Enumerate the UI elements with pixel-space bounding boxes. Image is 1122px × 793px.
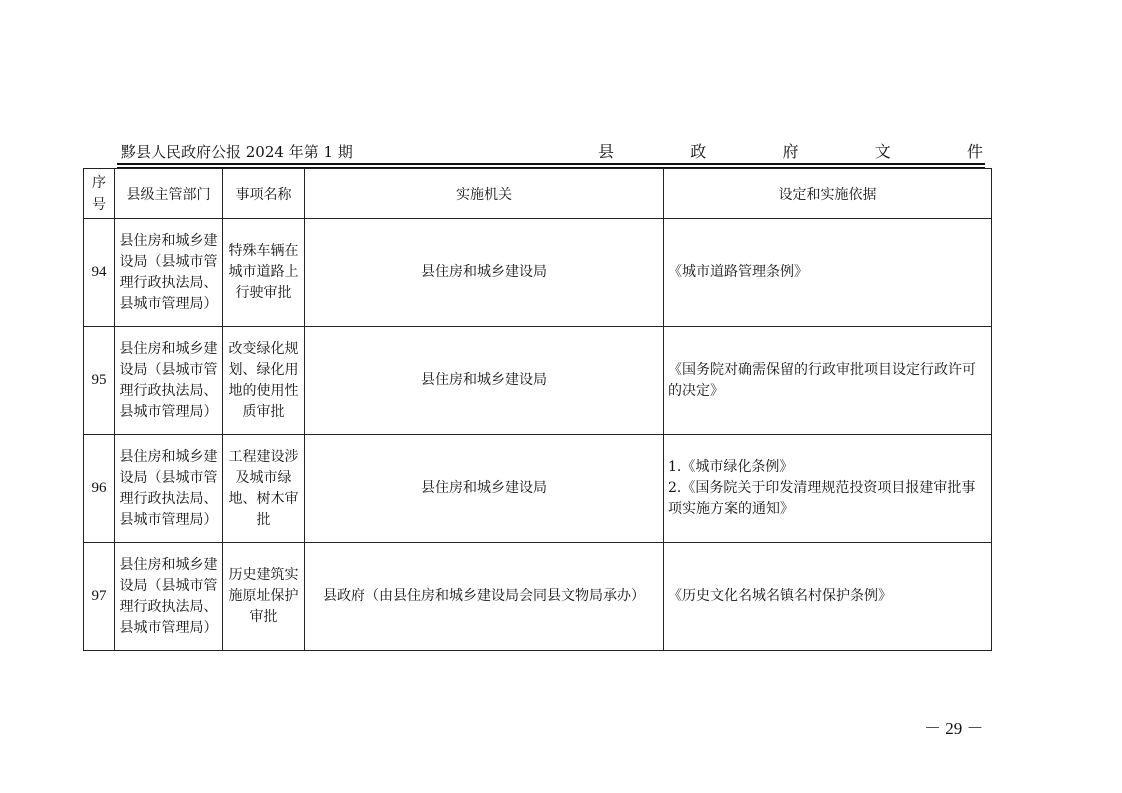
table-row [84, 543, 992, 651]
page-header [117, 140, 985, 164]
col-header-agency: 实施机关 [305, 169, 664, 219]
row-dept: 县住房和城乡建设局（县城市管理行政执法局、县城市管理局） [115, 327, 223, 435]
row-number: 94 [84, 219, 115, 327]
section-char: 县 [598, 142, 615, 161]
publication-title: 黟县人民政府公报 2024 年第 1 期 [121, 143, 353, 161]
row-basis [664, 543, 992, 651]
row-agency: 县政府（由县住房和城乡建设局会同县文物局承办） [305, 543, 664, 651]
row-number: 95 [84, 327, 115, 435]
basis-line: 《国务院对确需保留的行政审批项目设定行政许可的决定》 [668, 361, 976, 399]
row-dept: 县住房和城乡建设局（县城市管理行政执法局、县城市管理局） [115, 435, 223, 543]
row-basis [664, 219, 992, 327]
col-header-dept: 县级主管部门 [115, 169, 223, 219]
basis-line: 《城市道路管理条例》 [668, 264, 808, 280]
basis-line: 1.《城市绿化条例》 [668, 459, 794, 475]
row-item: 历史建筑实施原址保护审批 [223, 543, 305, 651]
row-number: 96 [84, 435, 115, 543]
section-char: 府 [782, 142, 799, 161]
row-dept: 县住房和城乡建设局（县城市管理行政执法局、县城市管理局） [115, 219, 223, 327]
row-item: 工程建设涉及城市绿地、树木审批 [223, 435, 305, 543]
row-item: 改变绿化规划、绿化用地的使用性质审批 [223, 327, 305, 435]
row-dept: 县住房和城乡建设局（县城市管理行政执法局、县城市管理局） [115, 543, 223, 651]
basis-line: 2.《国务院关于印发清理规范投资项目报建审批事项实施方案的通知》 [668, 480, 976, 517]
page-number: － 29 － [924, 719, 984, 738]
basis-line: 《历史文化名城名镇名村保护条例》 [668, 588, 892, 604]
row-number: 97 [84, 543, 115, 651]
section-char: 政 [690, 142, 707, 161]
row-basis [664, 435, 992, 543]
table-row [84, 435, 992, 543]
section-title [598, 140, 983, 164]
approval-items-table [83, 168, 992, 651]
section-char: 件 [966, 142, 983, 161]
table-row [84, 327, 992, 435]
col-header-basis: 设定和实施依据 [664, 169, 992, 219]
row-agency: 县住房和城乡建设局 [305, 327, 664, 435]
section-char: 文 [874, 142, 891, 161]
row-item: 特殊车辆在城市道路上行驶审批 [223, 219, 305, 327]
table-header-row [84, 169, 992, 219]
col-header-no: 序号 [84, 169, 115, 219]
row-agency: 县住房和城乡建设局 [305, 435, 664, 543]
row-basis [664, 327, 992, 435]
table-row [84, 219, 992, 327]
row-agency: 县住房和城乡建设局 [305, 219, 664, 327]
col-header-item: 事项名称 [223, 169, 305, 219]
header-rule-thick [117, 163, 985, 165]
